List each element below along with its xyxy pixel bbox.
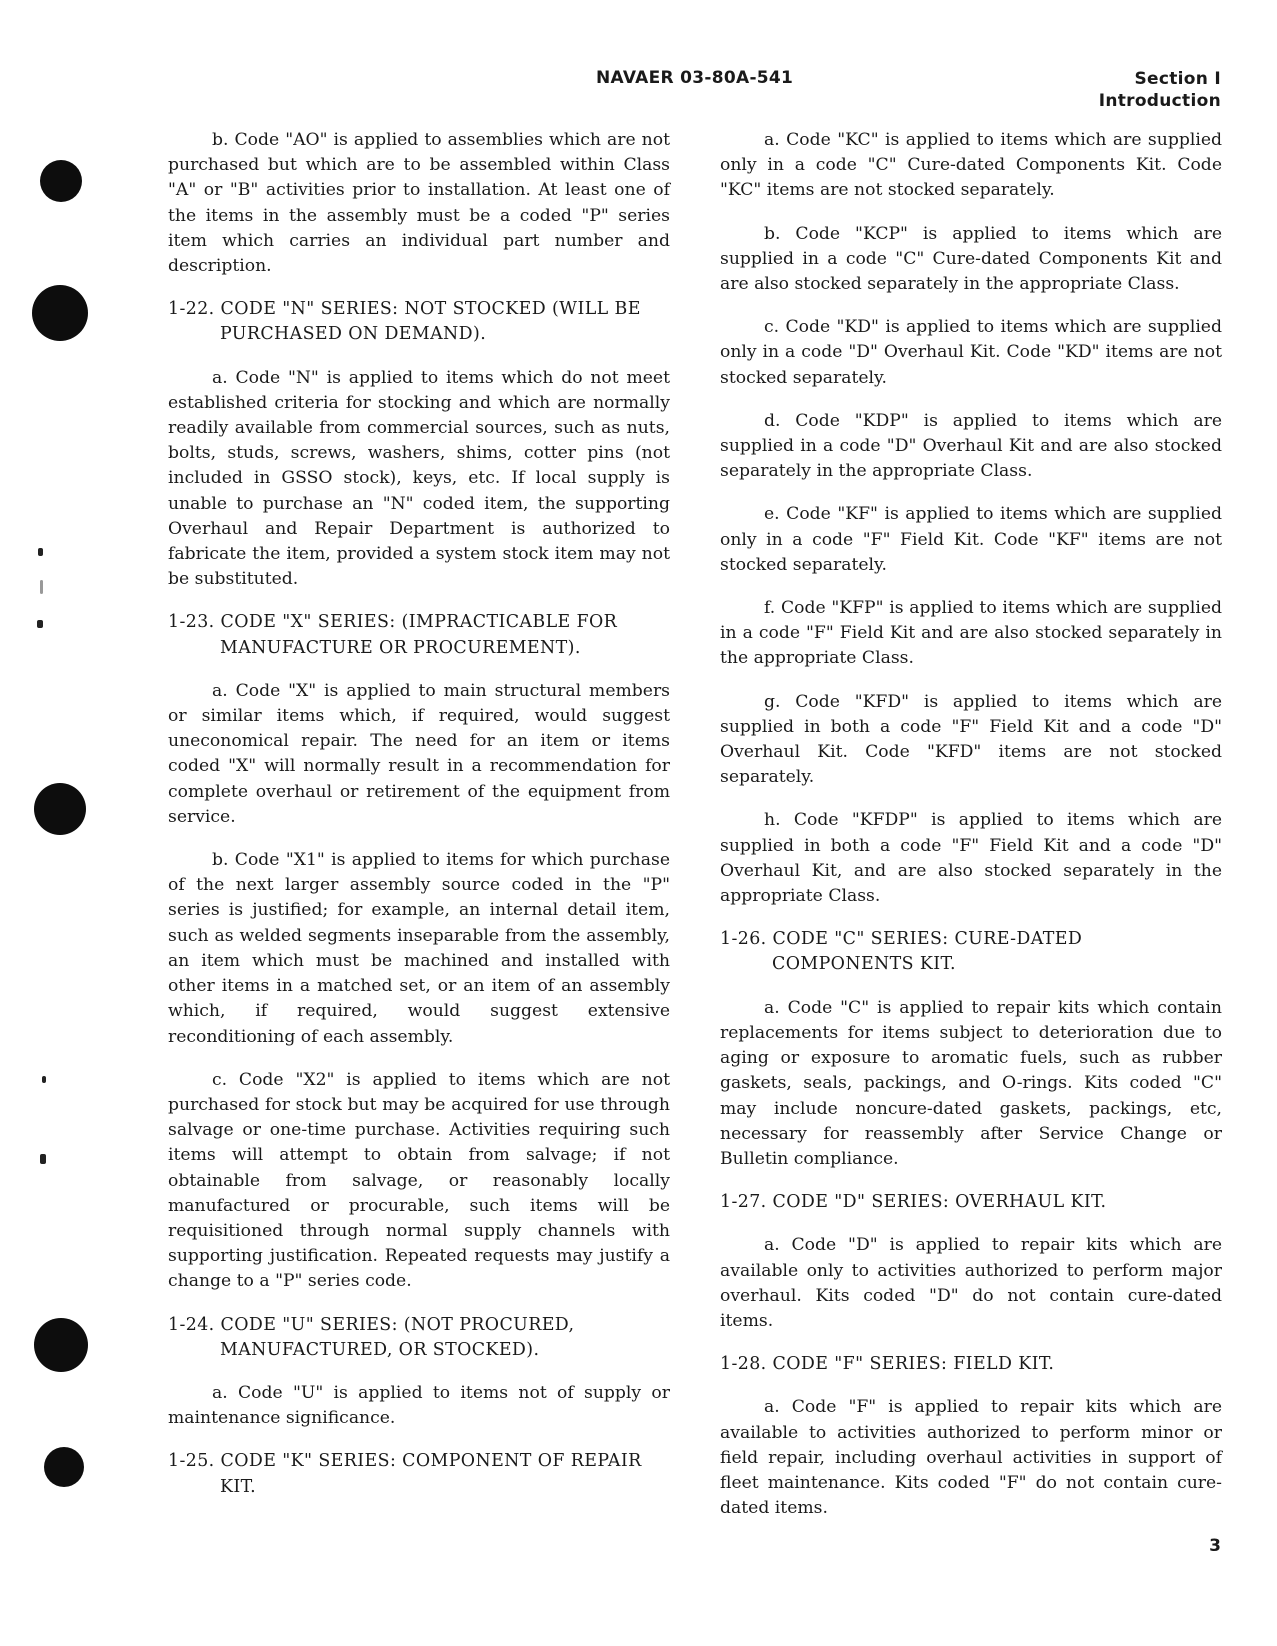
right-column: [720, 128, 1222, 1539]
document-number: NAVAER 03-80A-541: [596, 68, 794, 88]
section-heading: 1-27. CODE "D" SERIES: OVERHAUL KIT.: [720, 1192, 1107, 1213]
paragraph: a. Code "N" is applied to items which do not meet established criteria for stocking and which are normally readily available from commercial sources, such as nuts, bolts, studs, screws, washers, shims, cotter pins (not included in GSSO stock), keys, etc. If local supply is unable to purchase an "N" coded item, the supporting Overhaul and Repair Department is authorized to fabricate the item, provided a system stock item may not be substituted.: [168, 367, 670, 590]
paragraph: b. Code "X1" is applied to items for which purchase of the next larger assembly source coded in the "P" series is justified; for example, an internal detail item, such as welded segments inseparable from the assembly, an item which must be machined and installed with other items in a matched set, or an item of an assembly which, if required, would suggest extensive reconditioning of each assembly.: [168, 850, 670, 1047]
paragraph: a. Code "C" is applied to repair kits which contain replacements for items subject to deterioration due to aging or exposure to aromatic fuels, such as rubber gaskets, seals, packings, and O-rings. Kits coded "C" may include noncure-dated gaskets, packings, etc, necessary for reassembly after Service Change or Bulletin compliance.: [720, 997, 1222, 1169]
paragraph: a. Code "X" is applied to main structural members or similar items which, if required, would suggest uneconomical repair. The need for an item or items coded "X" will normally result in a recommendation for complete overhaul or retirement of the equipment from service.: [168, 680, 670, 827]
scan-speck: [40, 580, 43, 594]
paragraph: f. Code "KFP" is applied to items which are supplied in a code "F" Field Kit and are also stocked separately in the appropriate Class.: [720, 598, 1222, 669]
paragraph: e. Code "KF" is applied to items which are supplied only in a code "F" Field Kit. Code "KF" items are not stocked separately.: [720, 504, 1222, 575]
paragraph: a. Code "KC" is applied to items which are supplied only in a code "C" Cure-dated Components Kit. Code "KC" items are not stocked separately.: [720, 130, 1222, 201]
section-heading: 1-26. CODE "C" SERIES: CURE-DATED COMPONENTS KIT.: [720, 929, 1083, 975]
scan-speck: [42, 1076, 46, 1083]
section-title: Introduction: [1098, 91, 1221, 111]
section-heading: 1-25. CODE "K" SERIES: COMPONENT OF REPAIR KIT.: [168, 1451, 642, 1497]
section-heading: 1-28. CODE "F" SERIES: FIELD KIT.: [720, 1354, 1055, 1375]
section-heading: 1-23. CODE "X" SERIES: (IMPRACTICABLE FOR MANUFACTURE OR PROCUREMENT).: [168, 612, 618, 658]
binder-hole: [32, 285, 88, 341]
section-header: [1099, 68, 1221, 112]
binder-hole: [44, 1447, 84, 1487]
section-label: Section I: [1134, 69, 1221, 89]
binder-hole: [34, 1318, 88, 1372]
paragraph: h. Code "KFDP" is applied to items which are supplied in both a code "F" Field Kit and a code "D" Overhaul Kit, and are also stocked separately in the appropriate Class.: [720, 810, 1222, 907]
paragraph: a. Code "U" is applied to items not of supply or maintenance significance.: [168, 1382, 670, 1429]
scan-speck: [40, 1154, 46, 1164]
scan-speck: [37, 620, 43, 628]
page-number: 3: [1209, 1536, 1221, 1556]
paragraph: c. Code "X2" is applied to items which are not purchased for stock but may be acquired for use through salvage or one-time purchase. Activities requiring such items will attempt to obtain from salvage; if not obtainable from salvage, or reasonably locally manufactured or procurable, such items will be requisitioned through normal supply channels with supporting justification. Repeated requests may justify a change to a "P" series code.: [168, 1069, 670, 1292]
paragraph: a. Code "D" is applied to repair kits which are available only to activities authorized to perform major overhaul. Kits coded "D" do not contain cure-dated items.: [720, 1235, 1222, 1331]
paragraph: a. Code "F" is applied to repair kits which are available to activities authorized to perform minor or field repair, including overhaul activities in support of fleet maintenance. Kits coded "F" do not contain cure-dated items.: [720, 1397, 1222, 1519]
paragraph: d. Code "KDP" is applied to items which are supplied in a code "D" Overhaul Kit and are also stocked separately in the appropriate Class.: [720, 410, 1222, 482]
section-heading: 1-24. CODE "U" SERIES: (NOT PROCURED, MANUFACTURED, OR STOCKED).: [168, 1314, 575, 1360]
paragraph: g. Code "KFD" is applied to items which are supplied in both a code "F" Field Kit and a code "D" Overhaul Kit. Code "KFD" items are not stocked separately.: [720, 691, 1222, 788]
paragraph: b. Code "AO" is applied to assemblies which are not purchased but which are to be assembled within Class "A" or "B" activities prior to installation. At least one of the items in the assembly must be a coded "P" series item which carries an individual part number and description.: [168, 130, 670, 277]
binder-hole: [40, 160, 82, 202]
paragraph: c. Code "KD" is applied to items which are supplied only in a code "D" Overhaul Kit. Code "KD" items are not stocked separately.: [720, 317, 1222, 388]
paragraph: b. Code "KCP" is applied to items which are supplied in a code "C" Cure-dated Components Kit and are also stocked separately in the appropriate Class.: [720, 223, 1222, 295]
scan-speck: [38, 548, 43, 556]
section-heading: 1-22. CODE "N" SERIES: NOT STOCKED (WILL BE PURCHASED ON DEMAND).: [168, 299, 641, 345]
left-column: [168, 128, 670, 1518]
binder-hole: [34, 783, 86, 835]
